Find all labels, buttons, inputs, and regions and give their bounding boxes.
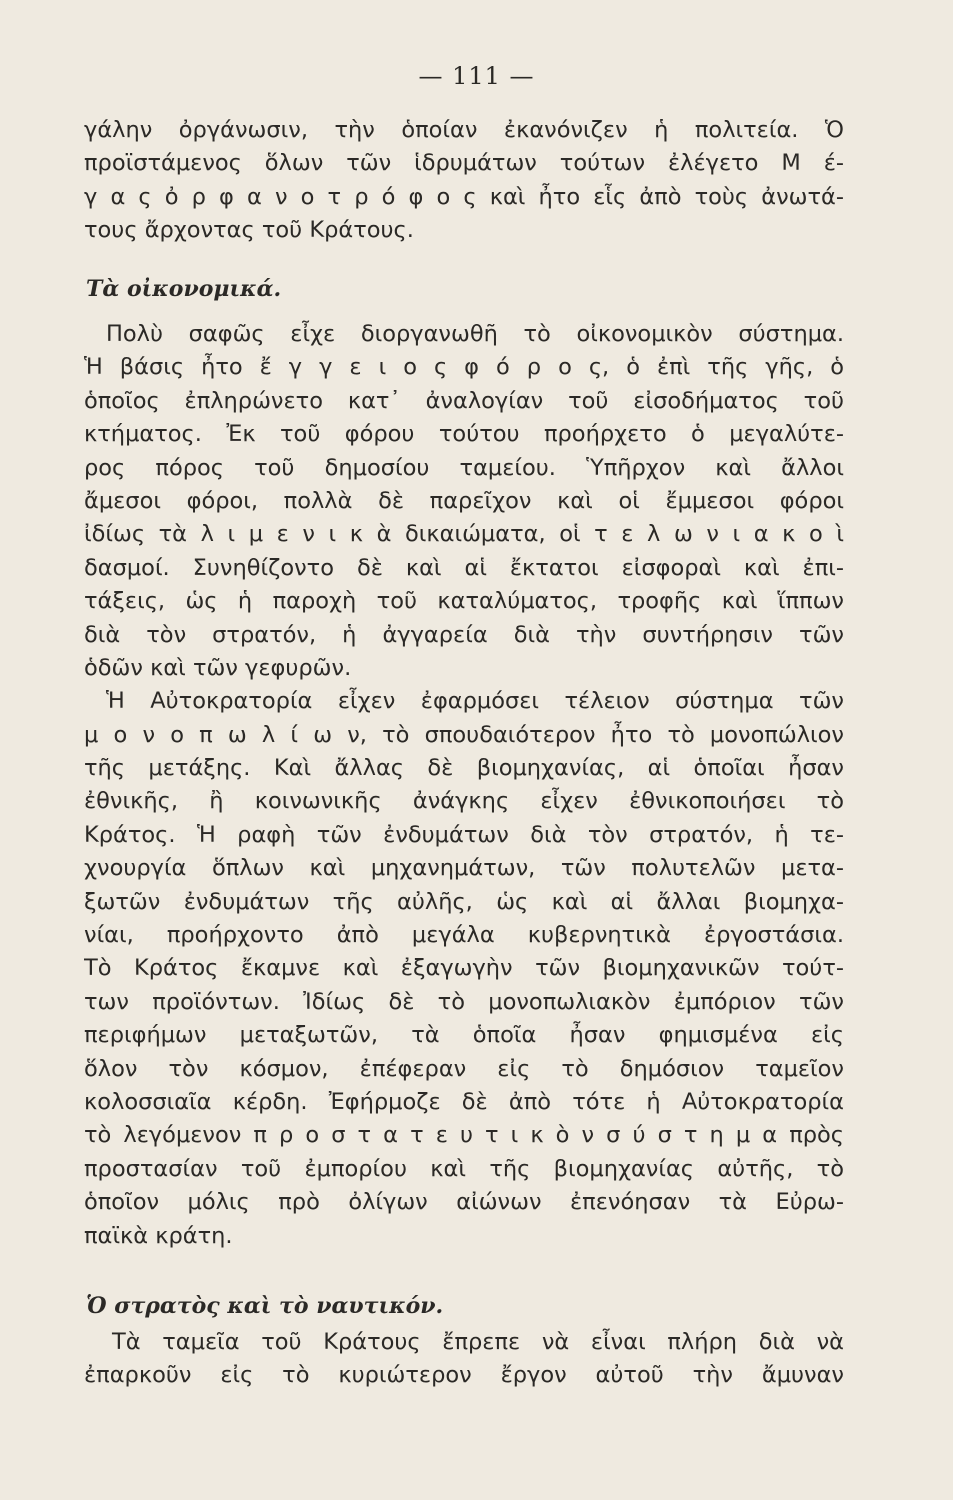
paragraph-army [84,1326,844,1393]
text-line: ὅλον τὸν κόσμον, ἐπέφεραν εἰς τὸ δημόσιον ταμεῖον [84,1055,844,1082]
text-line: ἄμεσοι φόροι, πολλὰ δὲ παρεῖχον καὶ οἱ ἔμμεσοι φόροι [84,487,844,514]
text-line: γάλην ὀργάνωσιν, τὴν ὁποίαν ἐκανόνιζεν ἡ πολιτεία. Ὁ [84,117,844,143]
text-line: ἐθνικῆς, ἢ κοινωνικῆς ἀνάγκης εἶχεν ἐθνικοποιήσει τὸ [84,788,844,815]
text-line: προϊστάμενος ὅλων τῶν ἱδρυμάτων τούτων ἐλέγετο Μ έ- [84,150,844,177]
paragraph-finance [84,318,844,1253]
text-line: Ἡ Αὐτοκρατορία εἶχεν ἐφαρμόσει τέλειον σύστημα τῶν [106,688,844,715]
text-line: δασμοί. Συνηθίζοντο δὲ καὶ αἱ ἔκτατοι εἰσφοραὶ καὶ ἐπι- [84,554,844,581]
section-heading-army-navy: Ὁ στρατὸς καὶ τὸ ναυτικόν. [86,1293,444,1319]
page-number: — 111 — [418,62,535,90]
text-line: ξωτῶν ἐνδυμάτων τῆς αὐλῆς, ὡς καὶ αἱ ἄλλαι βιομηχα- [84,888,844,915]
text-line: Κράτος. Ἡ ραφὴ τῶν ἐνδυμάτων διὰ τὸν στρατόν, ἡ τε- [84,821,844,848]
text-line: διὰ τὸν στρατόν, ἡ ἀγγαρεία διὰ τὴν συντήρησιν τῶν [84,621,844,648]
text-line: τάξεις, ὡς ἡ παροχὴ τοῦ καταλύματος, τροφῆς καὶ ἵππων [84,588,844,615]
text-line: ρος πόρος τοῦ δημοσίου ταμείου. Ὑπῆρχον καὶ ἄλλοι [84,454,844,481]
text-line: ἐπαρκοῦν εἰς τὸ κυριώτερον ἔργον αὐτοῦ τὴν ἄμυναν [84,1362,844,1389]
text-line: των προϊόντων. Ἰδίως δὲ τὸ μονοπωλιακὸν ἐμπόριον τῶν [84,988,844,1015]
text-line: Πολὺ σαφῶς εἶχε διοργανωθῆ τὸ οἰκονομικὸν σύστημα. [106,321,844,347]
text-line: νίαι, προήρχοντο ἀπὸ μεγάλα κυβερνητικὰ ἐργοστάσια. [84,922,844,949]
text-line: προστασίαν τοῦ ἐμπορίου καὶ τῆς βιομηχανίας αὐτῆς, τὸ [84,1155,844,1182]
text-line: ὁποῖος ἐπληρώνετο κατ᾽ ἀναλογίαν τοῦ εἰσοδήματος τοῦ [84,387,844,414]
text-line: ἰδίως τὰ λ ι μ ε ν ι κ ὰ δικαιώματα, οἱ τ ε λ ω ν ι α κ ο ὶ [84,521,844,548]
text-line: παϊκὰ κράτη. [84,1222,233,1249]
text-line: κτήματος. Ἐκ τοῦ φόρου τούτου προήρχετο ὁ μεγαλύτε- [84,421,844,448]
text-line: γ α ς ὀ ρ φ α ν ο τ ρ ό φ ο ς καὶ ἦτο εἷς ἀπὸ τοὺς ἀνωτά- [84,183,844,210]
text-line: τὸ λεγόμενον π ρ ο σ τ α τ ε υ τ ι κ ὸ ν σ ύ σ τ η μ α πρὸς [84,1122,844,1149]
text-line: ὁδῶν καὶ τῶν γεφυρῶν. [84,654,352,681]
text-line: κολοσσιαῖα κέρδη. Ἐφήρμοζε δὲ ἀπὸ τότε ἡ Αὐτοκρατορία [84,1088,844,1115]
section-heading-finance: Τὰ οἰκονομικά. [86,276,282,302]
text-line: Τὰ ταμεῖα τοῦ Κράτους ἔπρεπε νὰ εἶναι πλήρη διὰ νὰ [112,1329,844,1355]
text-line: τῆς μετάξης. Καὶ ἄλλας δὲ βιομηχανίας, αἱ ὁποῖαι ἦσαν [84,755,844,782]
text-line: Τὸ Κράτος ἔκαμνε καὶ ἐξαγωγὴν τῶν βιομηχανικῶν τούτ- [84,955,844,982]
paragraph-orphanage [84,114,844,248]
text-line: ὁποῖον μόλις πρὸ ὀλίγων αἰώνων ἐπενόησαν τὰ Εὐρω- [84,1189,844,1216]
text-line: χνουργία ὅπλων καὶ μηχανημάτων, τῶν πολυτελῶν μετα- [84,855,844,882]
text-line: μ ο ν ο π ω λ ί ω ν, τὸ σπουδαιότερον ἦτο τὸ μονοπώλιον [84,721,844,748]
text-line: Ἡ βάσις ἦτο ἔ γ γ ε ι ο ς φ ό ρ ο ς, ὁ ἐπὶ τῆς γῆς, ὁ [84,354,844,381]
text-line: περιφήμων μεταξωτῶν, τὰ ὁποῖα ἦσαν φημισμένα εἰς [84,1022,844,1049]
text-line: τους ἄρχοντας τοῦ Κράτους. [84,217,414,244]
